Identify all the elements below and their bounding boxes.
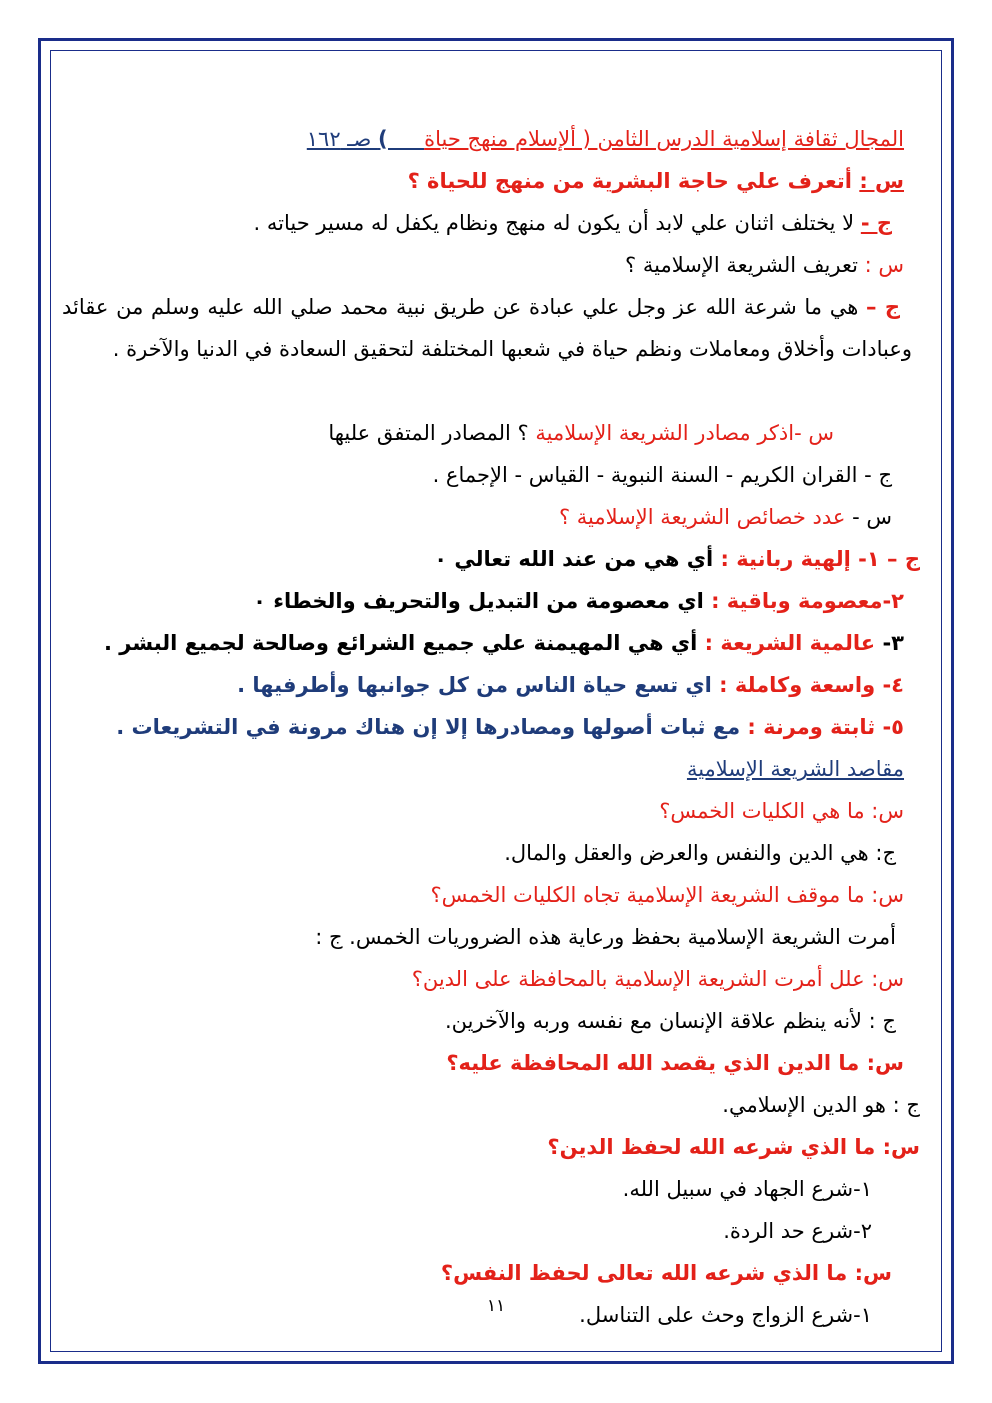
q1-label: س : bbox=[859, 169, 904, 193]
feature-1-title: إلهية ربانية : bbox=[720, 547, 851, 571]
q4-label: عدد خصائص الشريعة الإسلامية ؟ bbox=[558, 505, 853, 529]
feature-2 bbox=[62, 580, 920, 622]
question-3 bbox=[62, 412, 920, 454]
nafs-item-1-text: ١-شرع الزواج وحث على التناسل. bbox=[579, 1303, 872, 1327]
header-page-ref: صـ ١٦٢ bbox=[306, 127, 378, 151]
q-din: س: ما الذي شرعه الله لحفظ الدين؟ bbox=[547, 1135, 920, 1159]
answer-3 bbox=[62, 454, 920, 496]
q4-prefix: س - bbox=[852, 505, 892, 529]
feature-5-title: ثابتة ومرنة : bbox=[747, 715, 876, 739]
qa-2-answer bbox=[62, 916, 920, 958]
feature-5 bbox=[62, 706, 920, 748]
feature-5-desc: مع ثبات أصولها ومصادرها إلا إن هناك مرونة في التشريعات . bbox=[116, 715, 748, 739]
a1-label: ج - bbox=[860, 211, 892, 235]
question-din bbox=[62, 1126, 920, 1168]
qa-4-q: س: ما الدين الذي يقصد الله المحافظة عليه؟ bbox=[446, 1051, 904, 1075]
feature-1-num: ج – ١- bbox=[850, 547, 920, 571]
feature-3-title: عالمية الشريعة : bbox=[704, 631, 876, 655]
feature-4-title: واسعة وكاملة : bbox=[719, 673, 876, 697]
qa-4-question bbox=[62, 1042, 920, 1084]
qa-4-a: ج : هو الدين الإسلامي. bbox=[722, 1093, 920, 1117]
din-item-1-text: ١-شرع الجهاد في سبيل الله. bbox=[622, 1177, 872, 1201]
din-item-2 bbox=[62, 1210, 920, 1252]
qa-2-a: أمرت الشريعة الإسلامية بحفظ ورعاية هذه الضروريات الخمس. ج : bbox=[315, 925, 896, 949]
answer-2 bbox=[62, 286, 920, 412]
q2-text: تعريف الشريعة الإسلامية ؟ bbox=[625, 253, 865, 277]
section-title-line bbox=[62, 748, 920, 790]
feature-2-desc: اي معصومة من التبديل والتحريف والخطاء ٠ bbox=[253, 589, 712, 613]
feature-4-desc: اي تسع حياة الناس من كل جوانبها وأطرفيها . bbox=[237, 673, 720, 697]
qa-3-a: ج : لأنه ينظم علاقة الإنسان مع نفسه وربه والآخرين. bbox=[444, 1009, 896, 1033]
header-line bbox=[62, 118, 920, 160]
qa-3-q: س: علل أمرت الشريعة الإسلامية بالمحافظة على الدين؟ bbox=[411, 967, 904, 991]
feature-1-desc: أي هي من عند الله تعالي ٠ bbox=[434, 547, 721, 571]
feature-4 bbox=[62, 664, 920, 706]
q3-text: ؟ المصادر المتفق عليها bbox=[328, 421, 536, 445]
q2-label: س : bbox=[864, 253, 904, 277]
din-item-1 bbox=[62, 1168, 920, 1210]
qa-3-question bbox=[62, 958, 920, 1000]
feature-1 bbox=[62, 538, 920, 580]
feature-4-num: ٤- bbox=[875, 673, 904, 697]
a2-label: ج – bbox=[866, 295, 901, 319]
qa-2-question bbox=[62, 874, 920, 916]
question-nafs bbox=[62, 1252, 920, 1294]
section-title: مقاصد الشريعة الإسلامية bbox=[686, 757, 904, 781]
qa-3-answer bbox=[62, 1000, 920, 1042]
answer-1 bbox=[62, 202, 920, 244]
question-4 bbox=[62, 496, 920, 538]
page-number: ١١ bbox=[486, 1296, 506, 1316]
header-close: ) bbox=[377, 127, 425, 151]
feature-2-num: ٢- bbox=[882, 589, 904, 613]
a3-text: ج - القران الكريم - السنة النبوية - القياس - الإجماع . bbox=[432, 463, 892, 487]
qa-1-q: س: ما هي الكليات الخمس؟ bbox=[659, 799, 904, 823]
feature-3 bbox=[62, 622, 920, 664]
q1-text: أتعرف علي حاجة البشرية من منهج للحياة ؟ bbox=[407, 169, 860, 193]
qa-1-question bbox=[62, 790, 920, 832]
a1-text: لا يختلف اثنان علي لابد أن يكون له منهج ونظام يكفل له مسير حياته . bbox=[253, 211, 861, 235]
qa-1-a: ج: هي الدين والنفس والعرض والعقل والمال. bbox=[504, 841, 896, 865]
qa-1-answer bbox=[62, 832, 920, 874]
din-item-2-text: ٢-شرع حد الردة. bbox=[723, 1219, 872, 1243]
feature-3-num: ٣- bbox=[875, 631, 904, 655]
q3-label: س -اذكر مصادر الشريعة الإسلامية bbox=[535, 421, 834, 445]
question-2 bbox=[62, 244, 920, 286]
question-1 bbox=[62, 160, 920, 202]
feature-3-desc: أي هي المهيمنة علي جميع الشرائع وصالحة لجميع البشر . bbox=[103, 631, 705, 655]
feature-5-num: ٥- bbox=[875, 715, 904, 739]
feature-2-title: معصومة وباقية : bbox=[711, 589, 883, 613]
qa-2-q: س: ما موقف الشريعة الإسلامية تجاه الكليات الخمس؟ bbox=[430, 883, 904, 907]
qa-4-answer bbox=[62, 1084, 920, 1126]
a2-text: هي ما شرعة الله عز وجل علي عبادة عن طريق نبية محمد صلي الله عليه وسلم من عقائد وعبادات وأخلاق ومعاملات ونظم حياة في شعبها المختلفة لتحقيق السعادة في الدنيا والآخرة . bbox=[62, 295, 912, 361]
header-title: المجال ثقافة إسلامية الدرس الثامن ( ألإسلام منهج حياة bbox=[424, 127, 904, 151]
worksheet-content bbox=[62, 118, 920, 1336]
q-nafs: س: ما الذي شرعه الله تعالى لحفظ النفس؟ bbox=[440, 1261, 892, 1285]
